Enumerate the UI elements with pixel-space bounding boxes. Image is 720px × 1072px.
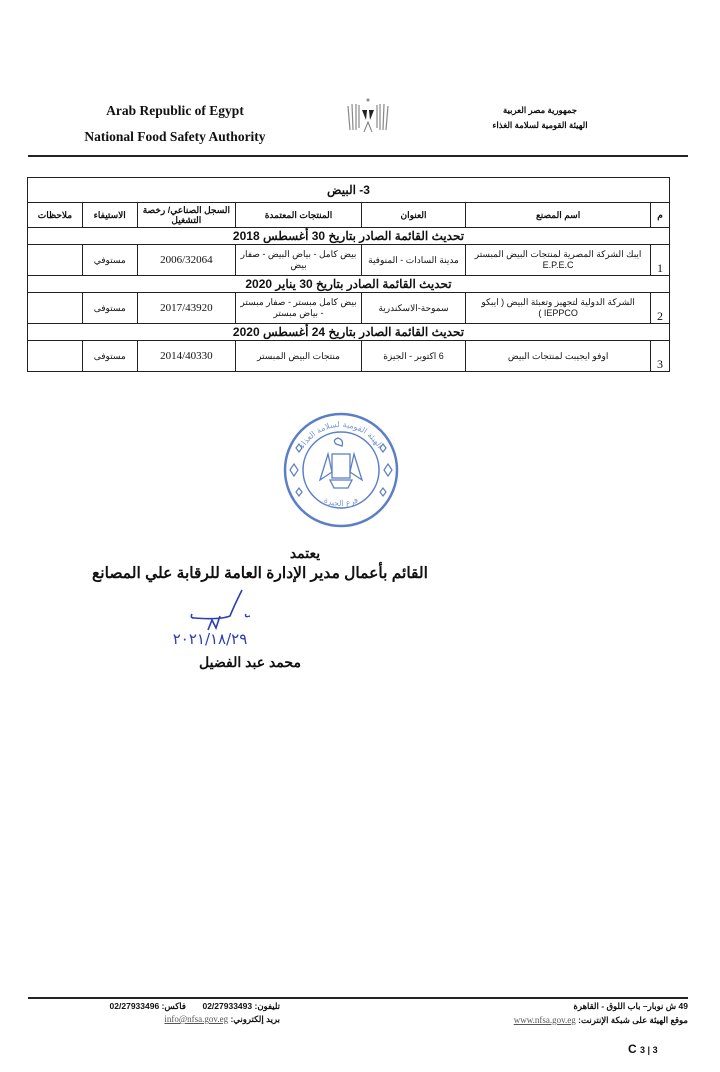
notes — [28, 245, 83, 276]
authority-name-ar: الهيئة القومية لسلامة الغذاء — [492, 120, 588, 130]
country-name-ar: جمهورية مصر العربية — [502, 105, 578, 115]
table-title: 3- البيض — [28, 178, 670, 203]
notes — [28, 341, 83, 372]
email-link[interactable]: info@nfsa.gov.eg — [164, 1014, 229, 1024]
approval-block — [60, 545, 460, 583]
table-title-row — [28, 178, 670, 203]
phone-number: 02/27933493 — [202, 1001, 253, 1011]
section-heading-row — [28, 228, 670, 245]
license-number: 2014/40330 — [137, 341, 235, 372]
section-heading: تحديث القائمة الصادر بتاريخ 30 يناير 2020 — [28, 276, 670, 293]
table-header-row — [28, 203, 670, 228]
factory-address: 6 اكتوبر - الجيزة — [361, 341, 465, 372]
page-total: 3 — [652, 1045, 658, 1055]
row-number: 1 — [651, 245, 670, 276]
footer-divider — [28, 997, 688, 999]
website-link[interactable]: www.nfsa.gov.eg — [513, 1015, 576, 1025]
header-divider — [28, 155, 688, 157]
license-number: 2017/43920 — [137, 293, 235, 324]
phone-label: تليفون: — [254, 1001, 280, 1011]
country-name-en: Arab Republic of Egypt — [106, 103, 244, 118]
license-number: 2006/32064 — [137, 245, 235, 276]
eagle-icon — [320, 438, 362, 488]
notes — [28, 293, 83, 324]
col-header-status: الاستيفاء — [82, 203, 137, 228]
compliance-status: مستوفى — [82, 293, 137, 324]
factory-address: سموحة-الاسكندرية — [361, 293, 465, 324]
stamp-bottom-text: فرع الجيزة — [322, 495, 360, 509]
email-label: بريد إلكتروني: — [230, 1014, 280, 1024]
page-current: 3 — [640, 1045, 646, 1055]
section-heading-row — [28, 276, 670, 293]
stamp-top-text: الهيئة القومية لسلامة الغذاء — [297, 419, 385, 450]
section-heading: تحديث القائمة الصادر بتاريخ 30 أغسطس 2018 — [28, 228, 670, 245]
header-english — [70, 103, 280, 145]
approved-products: منتجات البيض المبستر — [236, 341, 362, 372]
table-row — [28, 245, 670, 276]
factory-name: اوفو ايجيبت لمنتجات البيض — [466, 341, 651, 372]
row-number: 2 — [651, 293, 670, 324]
table-row — [28, 293, 670, 324]
header-arabic — [460, 103, 620, 133]
signer-name: محمد عبد الفضيل — [199, 654, 301, 670]
approved-products: بيض كامل مبستر - صفار مبستر - بياض مبستر — [236, 293, 362, 324]
fax-label: فاكس: — [161, 1001, 186, 1011]
footer-address: 49 ش نوبار– باب اللوق - القاهرة — [573, 1001, 688, 1011]
page-letter: C — [628, 1042, 637, 1056]
eagle-emblem-icon — [344, 96, 392, 138]
website-label: موقع الهيئة على شبكة الإنترنت: — [578, 1015, 688, 1025]
page-number: C 3 | 3 — [628, 1042, 658, 1056]
footer-phone-block — [110, 1001, 280, 1012]
signature-date: ٢٠٢١/١٨/٢٩ — [172, 630, 248, 648]
authority-name-en: National Food Safety Authority — [84, 129, 266, 144]
col-header-notes: ملاحظات — [28, 203, 83, 228]
official-stamp — [280, 410, 402, 530]
approver-title: القائم بأعمال مدير الإدارة العامة للرقابة علي المصانع — [92, 565, 428, 582]
col-header-factory: اسم المصنع — [466, 203, 651, 228]
factory-address: مدينة السادات - المنوفية — [361, 245, 465, 276]
table-row — [28, 341, 670, 372]
col-header-no: م — [651, 203, 670, 228]
row-number: 3 — [651, 341, 670, 372]
col-header-address: العنوان — [361, 203, 465, 228]
compliance-status: مستوفي — [82, 245, 137, 276]
signature — [150, 588, 270, 648]
factory-name: ايبك الشركة المصرية لمنتجات البيض المبستر E.P.E.C — [466, 245, 651, 276]
col-header-products: المنتجات المعتمدة — [236, 203, 362, 228]
col-header-license: السجل الصناعي/ رخصة التشغيل — [137, 203, 235, 228]
footer-website-block — [514, 1015, 688, 1026]
factory-name: الشركة الدولية لتجهيز وتعبئة البيض ( ايبكو IEPPCO ) — [466, 293, 651, 324]
fax-number: 02/27933496 — [109, 1001, 160, 1011]
compliance-status: مستوفى — [82, 341, 137, 372]
section-heading-row — [28, 324, 670, 341]
factories-table — [27, 177, 670, 372]
section-heading: تحديث القائمة الصادر بتاريخ 24 أغسطس 2020 — [28, 324, 670, 341]
footer-email-block — [164, 1014, 280, 1025]
approved-products: بيض كامل - بياض البيض - صفار بيض — [236, 245, 362, 276]
approval-label: يعتمد — [289, 545, 321, 561]
